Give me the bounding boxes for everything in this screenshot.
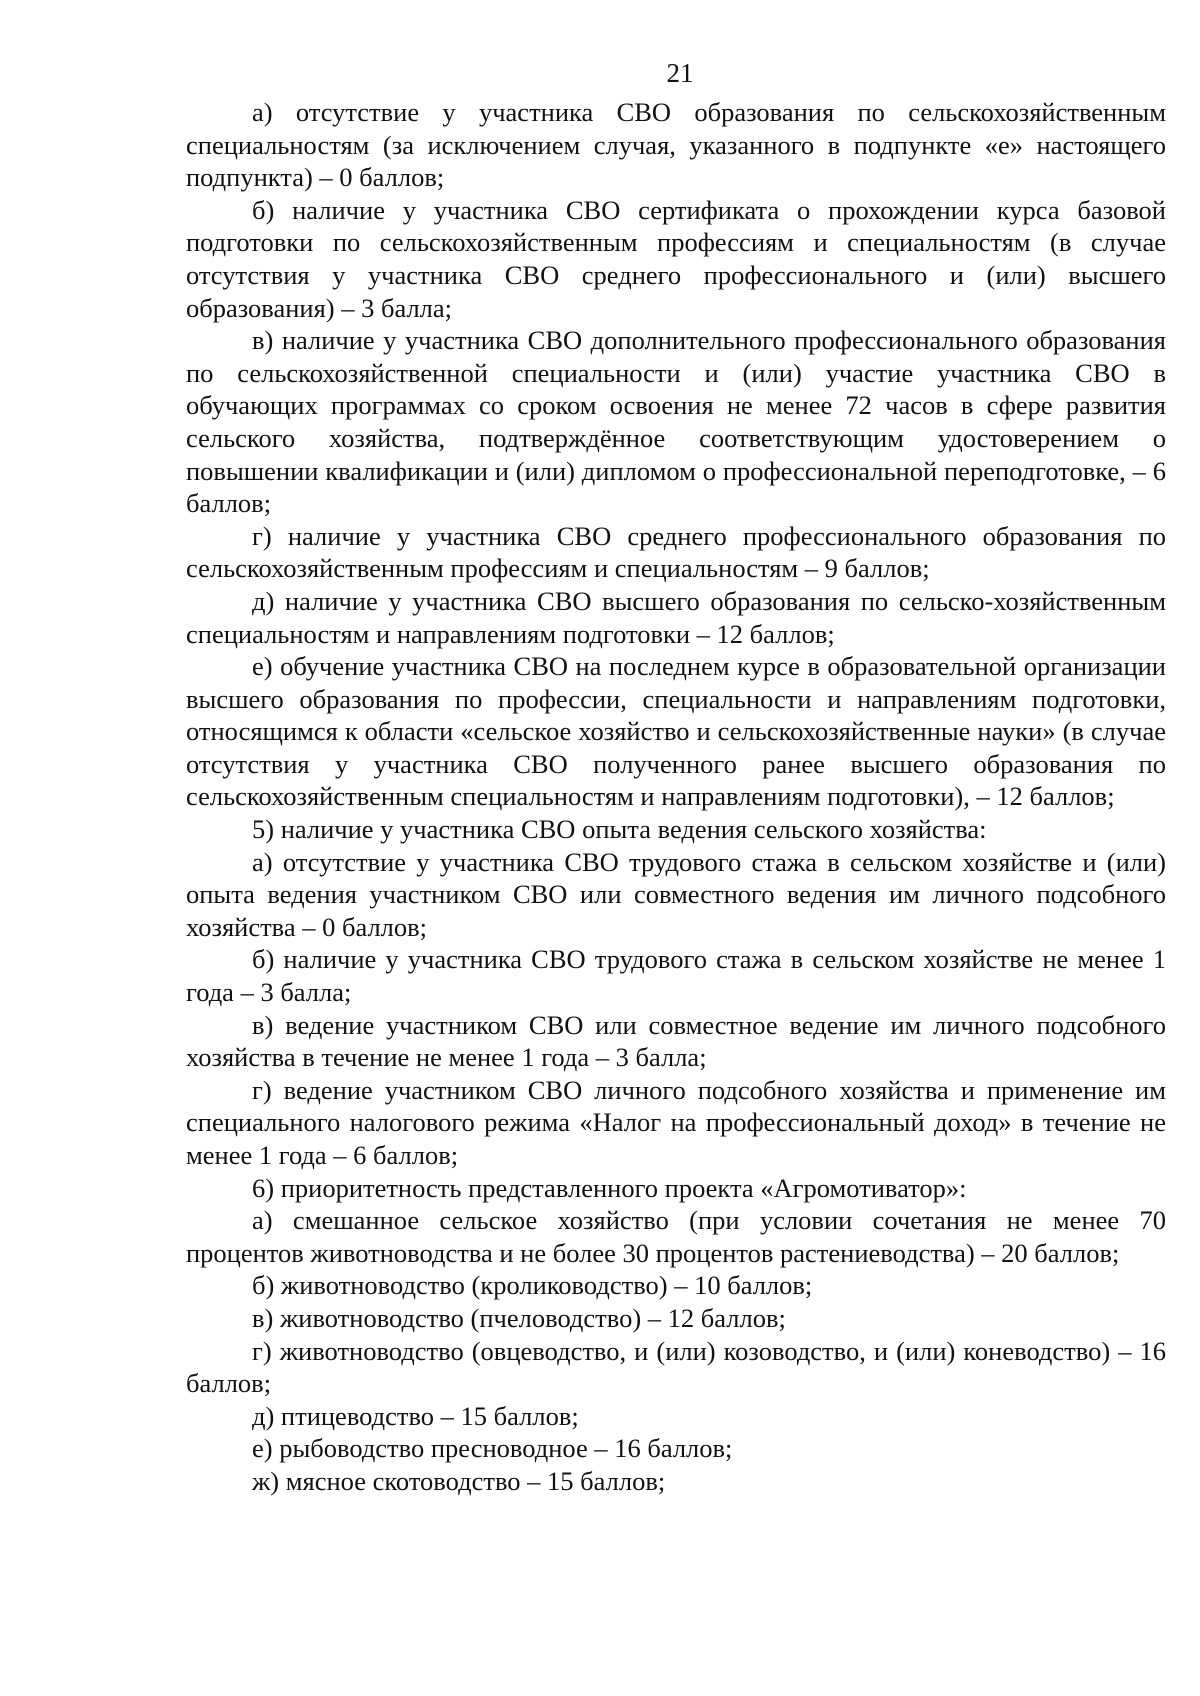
page-number: 21: [666, 58, 694, 88]
paragraph-5g: г) ведение участником СВО личного подсобного хозяйства и применение им специального налогового режима «Налог на профессиональный доход» в течение не менее 1 года – 6 баллов;: [186, 1074, 1166, 1170]
paragraph-4g: г) наличие у участника СВО среднего профессионального образования по сельскохозяйственным профессиям и специальностям – 9 баллов;: [186, 520, 1166, 584]
paragraph-4b: б) наличие у участника СВО сертификата о прохождении курса базовой подготовки по сельскохозяйственным профессиям и специальностям (в случае отсутствия у участника СВО среднего профессионального и (или) высшего образования) – 3 балла;: [186, 194, 1166, 323]
paragraph-5v: в) ведение участником СВО или совместное ведение им личного подсобного хозяйства в течение не менее 1 года – 3 балла;: [186, 1009, 1166, 1073]
paragraph-6d: д) птицеводство – 15 баллов;: [252, 1400, 579, 1431]
paragraph-4e: е) обучение участника СВО на последнем курсе в образовательной организации высшего образования по профессии, специальности и направлениям подготовки, относящимся к области «сельское хозяйство и сельскохозяйственные науки» (в случае отсутствия у участника СВО полученного ранее высшего образования по сельскохозяйственным специальностям и направлениям подготовки), – 12 баллов;: [186, 651, 1166, 812]
document-body: [186, 96, 1166, 1498]
paragraph-6e: е) рыбоводство пресноводное – 16 баллов;: [252, 1433, 733, 1464]
paragraph-4v: в) наличие у участника СВО дополнительного профессионального образования по сельскохозяйственной специальности и (или) участие участника СВО в обучающих программах со сроком освоения не менее 72 часов в сфере развития сельского хозяйства, подтверждённое соответствующим удостоверением о повышении квалификации и (или) дипломом о профессиональной переподготовке, – 6 баллов;: [186, 325, 1166, 519]
paragraph-6g: г) животноводство (овцеводство, и (или) козоводство, и (или) коневодство) – 16 баллов;: [186, 1335, 1166, 1399]
paragraph-4d: д) наличие у участника СВО высшего образования по сельско-хозяйственным специальностям и направлениям подготовки – 12 баллов;: [186, 585, 1166, 649]
paragraph-6a: а) смешанное сельское хозяйство (при условии сочетания не менее 70 процентов животноводства и не более 30 процентов растениеводства) – 20 баллов;: [186, 1205, 1166, 1268]
paragraph-6: 6) приоритетность представленного проекта «Агромотиватор»:: [252, 1172, 967, 1203]
paragraph-4a: а) отсутствие у участника СВО образования по сельскохозяйственным специальностям (за исключением случая, указанного в подпункте «е» настоящего подпункта) – 0 баллов;: [186, 97, 1166, 193]
paragraph-5b: б) наличие у участника СВО трудового стажа в сельском хозяйстве не менее 1 года – 3 балла;: [186, 944, 1166, 1008]
paragraph-5: 5) наличие у участника СВО опыта ведения сельского хозяйства:: [252, 814, 987, 845]
paragraph-6v: в) животноводство (пчеловодство) – 12 баллов;: [252, 1302, 786, 1333]
paragraph-6b: б) животноводство (кролиководство) – 10 баллов;: [252, 1270, 813, 1301]
paragraph-6zh: ж) мясное скотоводство – 15 баллов;: [252, 1465, 666, 1496]
paragraph-5a: а) отсутствие у участника СВО трудового стажа в сельском хозяйстве и (или) опыта ведения участником СВО или совместного ведения им личного подсобного хозяйства – 0 баллов;: [186, 846, 1166, 942]
